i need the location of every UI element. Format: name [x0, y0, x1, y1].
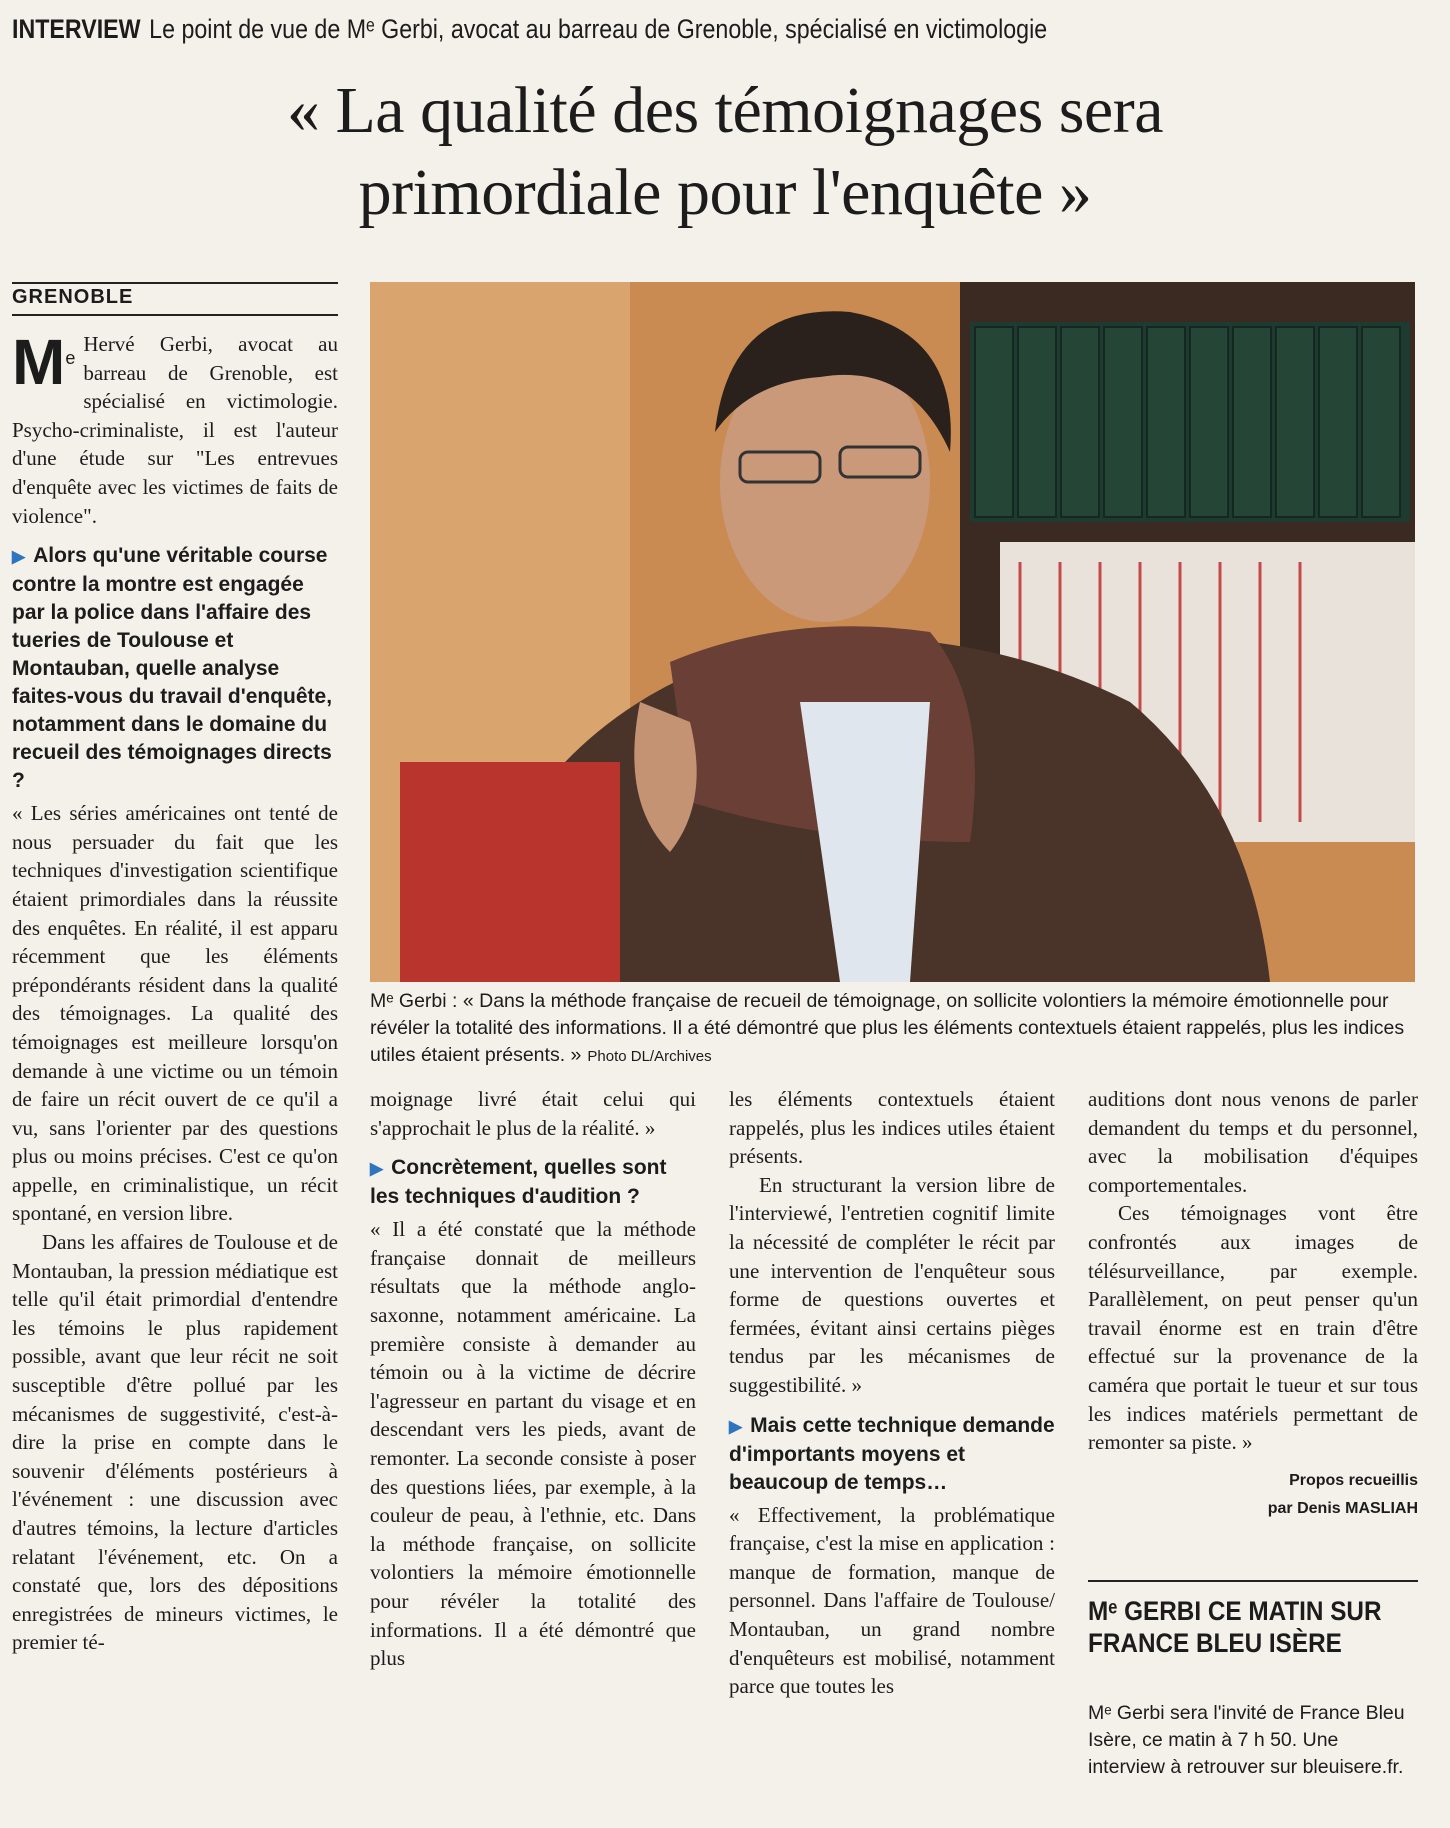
signature [1088, 1467, 1418, 1523]
signature-line-1: Propos recueillis [1289, 1471, 1418, 1489]
answer-2-paragraph-3: En structurant la version libre de l'interviewé, l'entretien cognitif limite la nécessité de compléter le récit par une intervention de l'enquêteur sous forme de questions ouvertes et fermées, évitant ainsi certains pièges tendus par les mécanismes de suggestibilité. » [729, 1172, 1055, 1397]
article-column-2 [370, 1085, 696, 1673]
box-text: Mᵉ Gerbi sera l'invité de France Bleu Isère, ce matin à 7 h 50. Une interview à retrouver sur bleuisere.fr. [1088, 1702, 1405, 1778]
answer-2-paragraph-2: les éléments contextuels étaient rappelés, plus les indices utiles étaient présents. [729, 1087, 1055, 1169]
answer-2-paragraph-1: « Il a été constaté que la méthode française donnait de meilleurs résultats que la méthode anglo-saxonne, notamment américaine. La première consiste à demander au témoin ou à la victime de décrire l'agresseur en partant du visage et en descendant vers les pieds, avant de remonter. La seconde consiste à poser des questions liées, par exemple, à la couleur de peau, à l'ethnie, etc. Dans la méthode française, on sollicite volontiers la mémoire émotionnelle pour révéler la totalité des informations. Il a été démontré que plus [370, 1217, 696, 1671]
dateline-rule-top [12, 282, 338, 284]
answer-1-paragraph-3: moignage livré était celui qui s'approchait le plus de la réalité. » [370, 1087, 696, 1140]
dropcap-letter: M [12, 326, 66, 398]
answer-1-paragraph-1: « Les séries américaines ont tenté de nous persuader du fait que les techniques d'investigation scientifique étaient primordiales dans la réussite des enquêtes. En réalité, il est apparu récemment que les éléments prépondérants résident dans la qualité des témoignages. La qualité des témoignages est meilleure lorsqu'on demande à une victime ou un témoin de faire un récit ouvert de ce qu'il a vu, sans l'orienter par des questions plus ou moins précises. C'est ce qu'on appelle, en criminalistique, un récit spontané, en version libre. [12, 801, 338, 1226]
intro-paragraph: Hervé Gerbi, avocat au barreau de Grenoble, est spécialisé en victimologie. Psycho-criminaliste, il est l'auteur d'une étude sur "Les entrevues d'enquête avec les victimes de faits de violence". [12, 332, 338, 528]
question-arrow-icon: ▶ [729, 1416, 743, 1436]
headline [0, 70, 1450, 234]
article-column-4 [1088, 1085, 1418, 1523]
dropcap [12, 326, 76, 398]
portrait-illustration [370, 282, 1415, 982]
answer-3-paragraph-1: « Effectivement, la problématique française, c'est la mise en application : manque de formation, manque de personnel. Dans l'affaire de Toulouse/ Montauban, un grand nombre d'enquêteurs est mobilisé, notamment parce que toutes les [729, 1502, 1055, 1699]
kicker-tag: INTERVIEW [12, 14, 141, 44]
question-2 [370, 1154, 696, 1211]
article-column-3 [729, 1085, 1055, 1701]
question-1 [12, 542, 338, 795]
signature-line-2: par Denis MASLIAH [1267, 1499, 1418, 1517]
portrait-photo [370, 282, 1415, 982]
kicker-text: Le point de vue de Mᵉ Gerbi, avocat au barreau de Grenoble, spécialisé en victimologie [149, 14, 1048, 44]
question-arrow-icon: ▶ [12, 547, 26, 567]
box-title: Mᵉ GERBI CE MATIN SUR FRANCE BLEU ISÈRE [1088, 1596, 1382, 1658]
caption-text: Mᵉ Gerbi : « Dans la méthode française de recueil de témoignage, on sollicite volontiers la mémoire émotionnelle pour révéler la totalité des informations. Il a été démontré que plus les éléments contextuels étaient rappelés, plus les indices utiles étaient présents. » [370, 990, 1405, 1066]
dropcap-superscript: e [65, 348, 76, 368]
kicker [12, 6, 1242, 52]
box-rule [1088, 1580, 1418, 1582]
answer-3-paragraph-3: Ces témoignages vont être confrontés aux images de télésurveillance, par exemple. Parallèlement, on peut penser qu'un travail énorme est en train d'être effectué sur la provenance de la caméra que portait le tueur et sur tous les indices matériels permettant de remonter sa piste. » [1088, 1201, 1418, 1455]
question-arrow-icon: ▶ [370, 1159, 384, 1179]
headline-line-1: « La qualité des témoignages sera [286, 74, 1163, 147]
photo-caption [370, 988, 1418, 1070]
dateline: GRENOBLE [12, 286, 134, 308]
dateline-rule-bottom [12, 314, 338, 316]
article-column-1 [12, 326, 338, 1657]
answer-1-paragraph-2: Dans les affaires de Toulouse et de Montauban, la pression médiatique est telle qu'il était primordial d'entendre les témoins le plus rapidement possible, avant que leur récit ne soit susceptible d'être pollué par les mécanismes de suggestivité, c'est-à-dire la prise en compte dans le souvenir d'éléments postérieurs à l'événement : une discussion avec d'autres témoins, la lecture d'articles relatant l'événement, etc. On a constaté que, lors des dépositions enregistrées de mineurs victimes, le premier té- [12, 1230, 338, 1655]
question-1-text: Alors qu'une véritable course contre la montre est engagée par la police dans l'affaire des tueries de Toulouse et Montauban, quelle analyse faites-vous du travail d'enquête, notamment dans le domaine du recueil des témoignages directs ? [12, 544, 333, 793]
question-3 [729, 1412, 1055, 1497]
question-2-text: Concrètement, quelles sont les techniques d'audition ? [370, 1156, 667, 1209]
headline-line-2: primordiale pour l'enquête » [358, 156, 1092, 229]
question-3-text: Mais cette technique demande d'importants moyens et beaucoup de temps… [729, 1413, 1055, 1494]
photo-credit: Photo DL/Archives [587, 1048, 712, 1065]
answer-3-paragraph-2: auditions dont nous venons de parler demandent du temps et du personnel, avec la mobilisation d'équipes comportementales. [1088, 1087, 1418, 1197]
